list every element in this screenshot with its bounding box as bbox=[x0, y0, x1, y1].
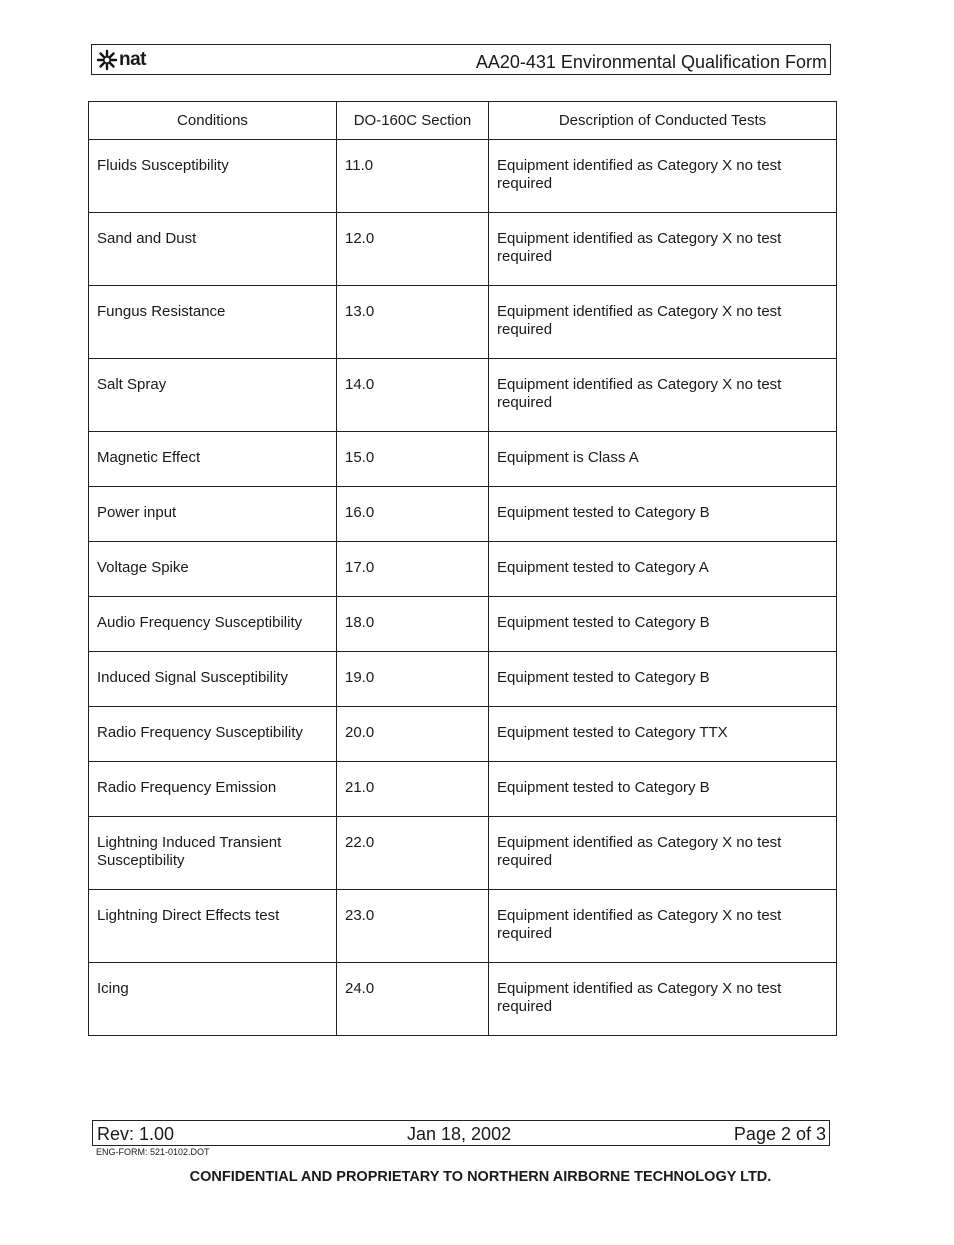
table-row bbox=[89, 542, 837, 597]
document-footer bbox=[92, 1120, 830, 1146]
cell-description: Equipment identified as Category X no test required bbox=[489, 963, 837, 1036]
cell-section: 11.0 bbox=[337, 140, 489, 213]
cell-section: 17.0 bbox=[337, 542, 489, 597]
cell-condition: Radio Frequency Susceptibility bbox=[89, 707, 337, 762]
revision-label: Rev: 1.00 bbox=[97, 1124, 175, 1144]
table-row bbox=[89, 487, 837, 542]
cell-condition: Power input bbox=[89, 487, 337, 542]
cell-condition: Lightning Direct Effects test bbox=[89, 890, 337, 963]
table-row bbox=[89, 707, 837, 762]
cell-description: Equipment identified as Category X no test required bbox=[489, 286, 837, 359]
form-code: ENG-FORM: 521-0102.DOT bbox=[96, 1147, 210, 1157]
cell-condition: Induced Signal Susceptibility bbox=[89, 652, 337, 707]
cell-condition: Sand and Dust bbox=[89, 213, 337, 286]
cell-section: 21.0 bbox=[337, 762, 489, 817]
cell-section: 20.0 bbox=[337, 707, 489, 762]
column-header-conditions: Conditions bbox=[89, 102, 337, 140]
table-row bbox=[89, 597, 837, 652]
cell-description: Equipment tested to Category B bbox=[489, 597, 837, 652]
qualification-table bbox=[88, 101, 837, 1036]
table-row bbox=[89, 140, 837, 213]
cell-condition: Fluids Susceptibility bbox=[89, 140, 337, 213]
table-row bbox=[89, 817, 837, 890]
column-header-section: DO-160C Section bbox=[337, 102, 489, 140]
cell-section: 12.0 bbox=[337, 213, 489, 286]
cell-condition: Icing bbox=[89, 963, 337, 1036]
document-header bbox=[91, 44, 831, 75]
table-row bbox=[89, 762, 837, 817]
page-number: Page 2 of 3 bbox=[733, 1124, 826, 1144]
cell-description: Equipment identified as Category X no test required bbox=[489, 817, 837, 890]
cell-description: Equipment identified as Category X no test required bbox=[489, 359, 837, 432]
table-row bbox=[89, 286, 837, 359]
table-row bbox=[89, 890, 837, 963]
cell-condition: Magnetic Effect bbox=[89, 432, 337, 487]
cell-section: 24.0 bbox=[337, 963, 489, 1036]
cell-condition: Lightning Induced Transient Susceptibility bbox=[89, 817, 337, 890]
cell-description: Equipment identified as Category X no test required bbox=[489, 213, 837, 286]
cell-condition: Salt Spray bbox=[89, 359, 337, 432]
cell-section: 22.0 bbox=[337, 817, 489, 890]
table-row bbox=[89, 213, 837, 286]
table-header-row bbox=[89, 102, 837, 140]
cell-section: 23.0 bbox=[337, 890, 489, 963]
cell-section: 18.0 bbox=[337, 597, 489, 652]
cell-description: Equipment tested to Category B bbox=[489, 652, 837, 707]
cell-description: Equipment is Class A bbox=[489, 432, 837, 487]
cell-section: 16.0 bbox=[337, 487, 489, 542]
cell-description: Equipment identified as Category X no test required bbox=[489, 140, 837, 213]
table-row bbox=[89, 652, 837, 707]
cell-description: Equipment tested to Category B bbox=[489, 487, 837, 542]
cell-description: Equipment tested to Category A bbox=[489, 542, 837, 597]
form-title: AA20-431 Environmental Qualification Form bbox=[475, 52, 827, 72]
cell-description: Equipment identified as Category X no test required bbox=[489, 890, 837, 963]
star-burst-icon bbox=[96, 49, 118, 71]
cell-section: 19.0 bbox=[337, 652, 489, 707]
confidential-notice: CONFIDENTIAL AND PROPRIETARY TO NORTHERN AIRBORNE TECHNOLOGY LTD. bbox=[189, 1169, 772, 1185]
logo-text: nat bbox=[119, 49, 146, 70]
cell-description: Equipment tested to Category TTX bbox=[489, 707, 837, 762]
table-row bbox=[89, 432, 837, 487]
cell-section: 15.0 bbox=[337, 432, 489, 487]
column-header-description: Description of Conducted Tests bbox=[489, 102, 837, 140]
cell-condition: Radio Frequency Emission bbox=[89, 762, 337, 817]
table-row bbox=[89, 359, 837, 432]
cell-description: Equipment tested to Category B bbox=[489, 762, 837, 817]
date-label: Jan 18, 2002 bbox=[407, 1124, 512, 1144]
cell-section: 14.0 bbox=[337, 359, 489, 432]
cell-condition: Audio Frequency Susceptibility bbox=[89, 597, 337, 652]
cell-condition: Fungus Resistance bbox=[89, 286, 337, 359]
table-body bbox=[89, 140, 837, 1036]
cell-section: 13.0 bbox=[337, 286, 489, 359]
cell-condition: Voltage Spike bbox=[89, 542, 337, 597]
table-row bbox=[89, 963, 837, 1036]
company-logo bbox=[96, 47, 146, 73]
